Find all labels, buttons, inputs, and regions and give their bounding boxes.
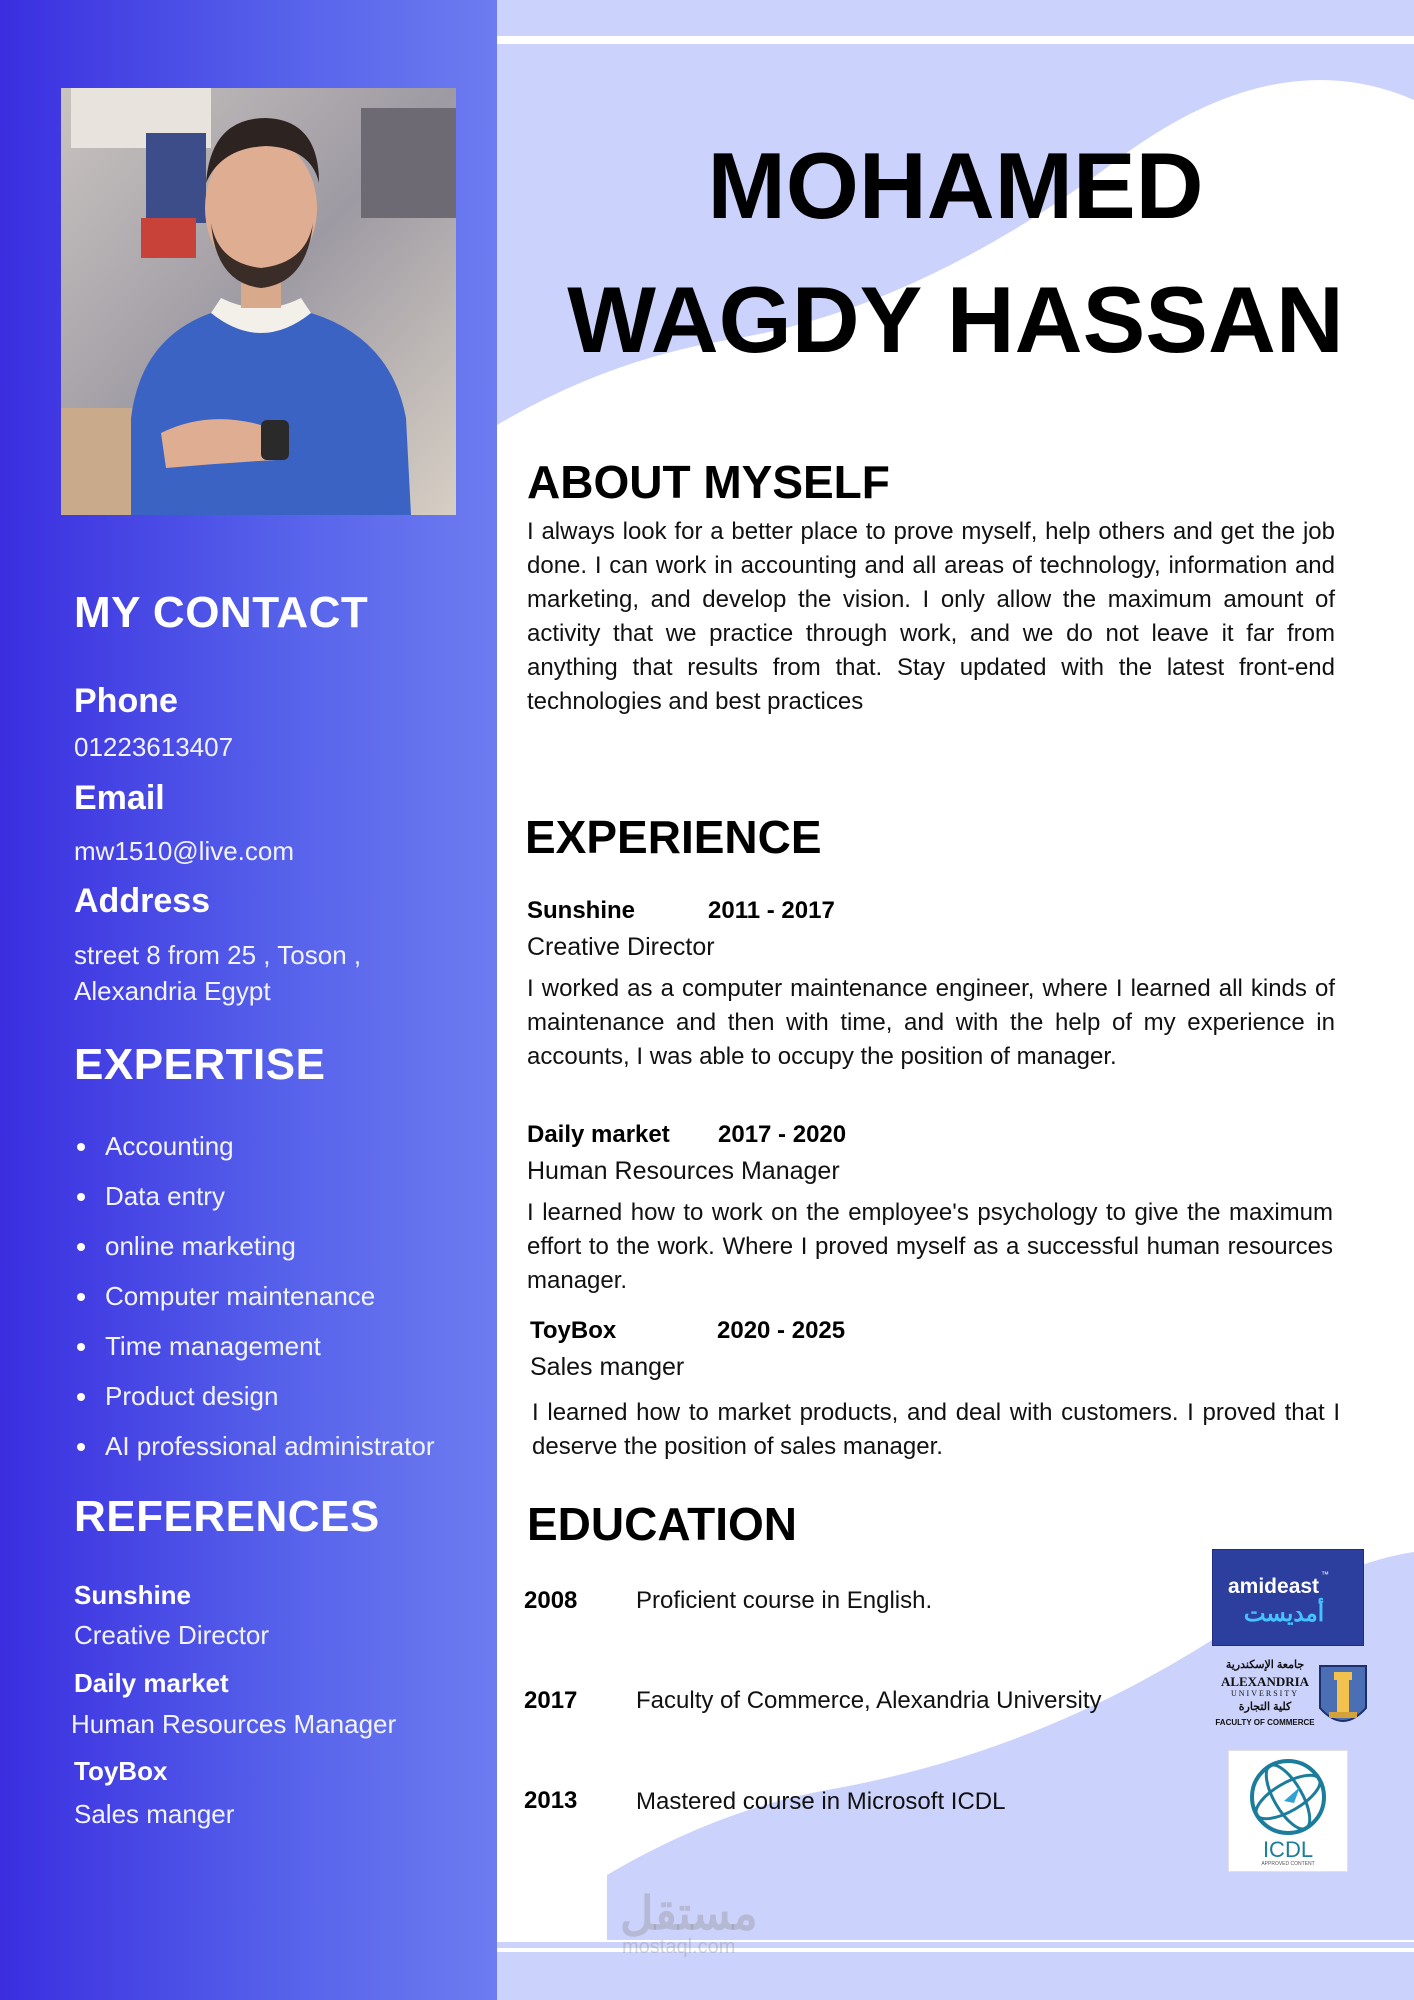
main-content	[497, 0, 1414, 2000]
watermark-latin: mostaql.com	[622, 1936, 736, 1958]
phone-label: Phone	[74, 682, 178, 720]
job-company: Sunshine	[527, 897, 636, 924]
job-description: I learned how to market products, and deal with customers. I proved that I deserve the position of sales manager.	[532, 1399, 1340, 1460]
expertise-item: Product design	[74, 1372, 434, 1422]
education-year: 2008	[524, 1587, 578, 1614]
expertise-item: online marketing	[74, 1222, 434, 1272]
reference-role: Creative Director	[74, 1620, 270, 1650]
education-description: Proficient course in English.	[636, 1587, 933, 1614]
references-heading: REFERENCES	[74, 1492, 380, 1541]
expertise-item: Data entry	[74, 1172, 434, 1222]
phone-value: 01223613407	[74, 732, 234, 762]
contact-heading: MY CONTACT	[74, 588, 369, 637]
name-line-1: MOHAMED	[707, 133, 1204, 238]
experience-heading: EXPERIENCE	[525, 811, 822, 863]
icdl-logo-text: ICDL	[1262, 1837, 1314, 1862]
expertise-item: AI professional administrator	[74, 1422, 434, 1472]
address-line-2: Alexandria Egypt	[74, 976, 271, 1006]
alexandria-logo-university: UNIVERSITY	[1231, 1689, 1299, 1698]
email-label: Email	[74, 779, 165, 817]
job-description: I worked as a computer maintenance engineer, where I learned all kinds of maintenance and then with time, and with the help of my experience in accounts, I was able to occupy the position of manager.	[527, 975, 1335, 1070]
job-company: ToyBox	[530, 1317, 617, 1344]
job-role: Creative Director	[527, 933, 715, 961]
education-description: Mastered course in Microsoft ICDL	[636, 1788, 1006, 1815]
address-line-1: street 8 from 25 , Toson ,	[74, 940, 362, 970]
education-description: Faculty of Commerce, Alexandria University	[636, 1687, 1102, 1714]
job-company: Daily market	[527, 1121, 670, 1148]
reference-name: Daily market	[74, 1668, 229, 1698]
job-description: I learned how to work on the employee's psychology to give the maximum effort to the work. Where I proved myself as a successful human resources manager.	[527, 1199, 1333, 1294]
amideast-logo-tm: ™	[1321, 1570, 1329, 1579]
amideast-logo	[1212, 1549, 1364, 1646]
job-dates: 2020 - 2025	[717, 1317, 846, 1344]
reference-role: Sales manger	[74, 1799, 235, 1829]
expertise-heading: EXPERTISE	[74, 1040, 326, 1089]
education-year: 2013	[524, 1787, 578, 1814]
profile-photo	[61, 88, 456, 515]
lighthouse-icon	[1315, 1658, 1371, 1734]
job-dates: 2011 - 2017	[708, 897, 835, 924]
watermark-arabic: مستقل	[620, 1887, 758, 1939]
email-value: mw1510@live.com	[74, 836, 295, 866]
job-dates: 2017 - 2020	[718, 1121, 847, 1148]
expertise-item: Time management	[74, 1322, 434, 1372]
about-text: I always look for a better place to prove myself, help others and get the job done. I can work in accounting and all areas of technology, information and marketing, and develop the vision. I only allow the maximum amount of activity that we practice through work, and we do not leave it far from anything that results from that. Stay updated with the latest front-end technologies and best practices	[527, 518, 1335, 715]
alexandria-logo-arabic-top: جامعة الإسكندرية	[1225, 1659, 1305, 1671]
education-year: 2017	[524, 1687, 578, 1714]
alexandria-university-logo	[1211, 1658, 1343, 1734]
job-role: Sales manger	[530, 1353, 685, 1381]
name-line-2: WAGDY HASSAN	[567, 267, 1344, 372]
education-heading: EDUCATION	[527, 1498, 798, 1550]
expertise-item: Accounting	[74, 1122, 434, 1172]
about-heading: ABOUT MYSELF	[527, 456, 890, 508]
alexandria-logo-arabic-bottom: كلية التجارة	[1238, 1701, 1292, 1713]
sidebar	[0, 0, 497, 2000]
reference-role: Human Resources Manager	[71, 1709, 397, 1739]
icdl-logo-subtext: APPROVED CONTENT	[1261, 1861, 1315, 1867]
alexandria-logo-faculty: FACULTY OF COMMERCE	[1215, 1718, 1315, 1727]
amideast-logo-arabic: أمديست	[1243, 1600, 1325, 1626]
globe-icon	[1248, 1757, 1328, 1837]
reference-name: Sunshine	[74, 1580, 192, 1610]
amideast-logo-text: amideast	[1228, 1575, 1320, 1598]
icdl-logo	[1228, 1750, 1348, 1872]
address-label: Address	[74, 882, 211, 920]
alexandria-logo-text: ALEXANDRIA	[1220, 1674, 1310, 1689]
expertise-item: Computer maintenance	[74, 1272, 434, 1322]
expertise-list	[74, 1122, 434, 1472]
reference-name: ToyBox	[74, 1756, 168, 1786]
job-role: Human Resources Manager	[527, 1157, 840, 1185]
